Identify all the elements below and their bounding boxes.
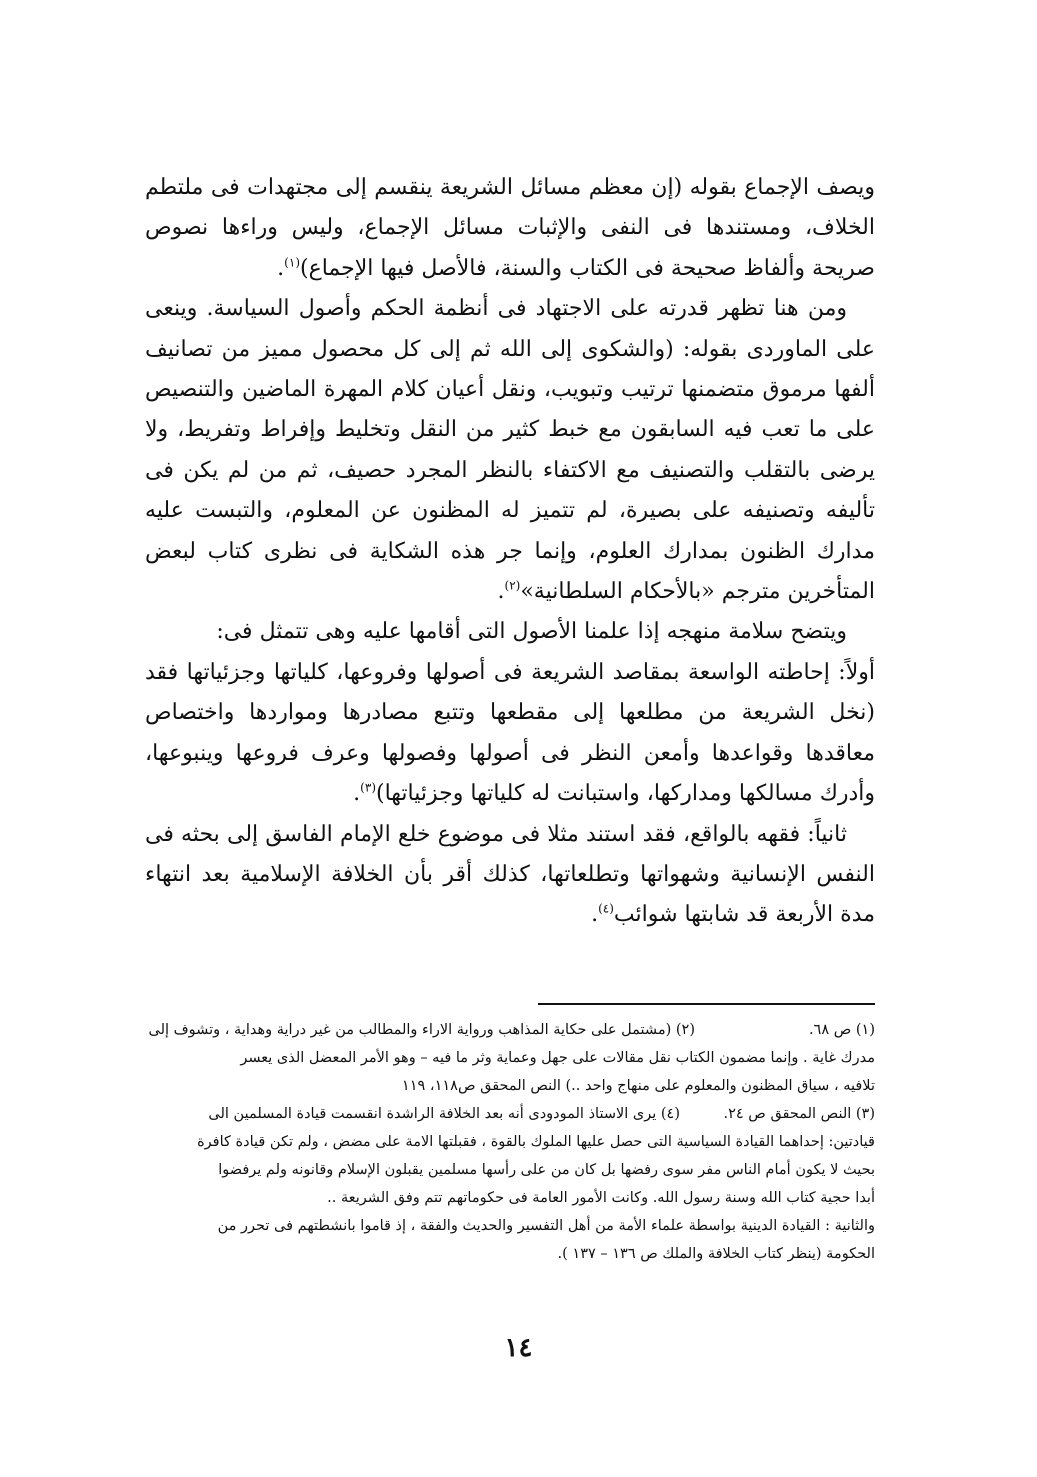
paragraph-text: أولاً: إحاطته الواسعة بمقاصد الشريعة فى أصولها وفروعها، كلياتها وجزئياتها فقد (نخل الشريعة من مطلعها إلى مقطعها وتتبع مصادرها ومواردها واختصاص معاقدها وقواعدها وأمعن النظر فى أصولها وفصولها وعرف فروعها وينبوعها، وأدرك مسالكها ومداركها، واستبانت له كلياتها وجزئياتها) — [145, 659, 875, 807]
paragraph-2: ومن هنا تظهر قدرته على الاجتهاد فى أنظمة الحكم وأصول السياسة. وينعى على الماوردى بقوله: (والشكوى إلى الله ثم إلى كل محصول مميز من تصانيف ألفها مرموق متضمنها ترتيب وتبويب، ونقل أعيان كلام المهرة الماضين والتنصيص على ما تعب فيه السابقون مع خبط كثير من النقل وتخليط وإفراط وتفريط، ولا يرضى بالتقلب والتصنيف مع الاكتفاء بالنظر المجرد حصيف، ثم من لم يكن فى تأليفه وتصنيفه على بصيرة، لم تتميز له المظنون عن المعلوم، والتبست عليه مدارك الظنون بمدارك العلوم، وإنما جر هذه الشكاية فى نظرى كتاب لبعض المتأخرين مترجم «بالأحكام السلطانية»$^{(٢)}$. — [145, 296, 875, 605]
footnote-line: أبدا حجية كتاب الله وسنة رسول الله. وكانت الأمور العامة فى حكوماتهم تتم وفق الشريعة .. — [327, 1190, 875, 1206]
paragraph-4: أولاً: إحاطته الواسعة بمقاصد الشريعة فى أصولها وفروعها، كلياتها وجزئياتها فقد (نخل الشريعة من مطلعها إلى مقطعها وتتبع مصادرها ومواردها واختصاص معاقدها وقواعدها وأمعن النظر فى أصولها وفصولها وعرف فروعها وينبوعها، وأدرك مسالكها ومداركها، واستبانت له كلياتها وجزئياتها)$^{(٣)}$. — [145, 659, 875, 807]
footnote-ref-2: (٢) — [504, 578, 521, 593]
footnote-line: مدرك غاية . وإنما مضمون الكتاب نقل مقالات على جهل وعماية وثر ما فيه – وهو الأمر المعضل الذى يعسر — [240, 1050, 875, 1066]
footnote-line: الحكومة (ينظر كتاب الخلافة والملك ص ١٣٦ – ١٣٧ ). — [557, 1246, 875, 1262]
footnote-line — [145, 1016, 875, 1044]
paragraph-text: ويتضح سلامة منهجه إذا علمنا الأصول التى أقامها عليه وهى تتمثل فى: — [216, 619, 847, 645]
footnote-4-start: (٤) يرى الاستاذ المودودى أنه بعد الخلافة الراشدة انقسمت قيادة المسلمين الى — [208, 1106, 680, 1122]
footnote-divider — [538, 1003, 875, 1005]
paragraph-3 — [145, 612, 875, 652]
footnote-ref-1: (١) — [284, 255, 300, 270]
paragraph-5: ثانياً: فقهه بالواقع، فقد استند مثلا فى موضوع خلع الإمام الفاسق إلى بحثه فى النفس الإنسانية وشهواتها وتطلعاتها، كذلك أقر بأن الخلافة الإسلامية بعد انتهاء مدة الأربعة قد شابتها شوائب$^{(٤)}$. — [145, 821, 875, 928]
paragraph-1: ويصف الإجماع بقوله (إن معظم مسائل الشريعة ينقسم إلى مجتهدات فى ملتطم الخلاف، ومستندها فى النفى والإثبات مسائل الإجماع، وليس وراءها نصوص صريحة وألفاظ صحيحة فى الكتاب والسنة، فالأصل فيها الإجماع)$^{(١)}$. — [145, 175, 875, 281]
footnote-line: والثانية : القيادة الدينية بواسطة علماء الأمة من أهل التفسير والحديث والفقة ، إذ قاموا بانشطتهم فى تحرر من — [217, 1218, 875, 1234]
paragraph-text: ثانياً: فقهه بالواقع، فقد استند مثلا فى موضوع خلع الإمام الفاسق إلى بحثه فى النفس الإنسانية وشهواتها وتطلعاتها، كذلك أقر بأن الخلافة الإسلامية بعد انتهاء مدة الأربعة قد شابتها شوائب — [145, 821, 875, 928]
footnote-ref-3: (٣) — [360, 780, 376, 795]
main-text — [145, 168, 875, 936]
footnote-line — [145, 1100, 875, 1128]
paragraph-text: ويصف الإجماع بقوله (إن معظم مسائل الشريعة ينقسم إلى مجتهدات فى ملتطم الخلاف، ومستندها فى النفى والإثبات مسائل الإجماع، وليس وراءها نصوص صريحة وألفاظ صحيحة فى الكتاب والسنة، فالأصل فيها الإجماع) — [145, 175, 875, 281]
footnote-2-start: (٢) (مشتمل على حكاية المذاهب ورواية الاراء والمطالب من غير دراية وهداية ، وتشوف إلى — [148, 1022, 695, 1038]
footnote-3: (٣) النص المحقق ص ٢٤. — [723, 1106, 875, 1122]
footnote-line: بحيث لا يكون أمام الناس مفر سوى رفضها بل كان من على رأسها مسلمين يقبلون الإسلام وقانونه ولم يرفضوا — [218, 1162, 875, 1178]
page-number: ١٤ — [504, 1333, 533, 1363]
footnote-1: (١) ص ٦٨. — [808, 1022, 875, 1038]
footnotes — [145, 1016, 875, 1268]
footnote-line: تلافيه ، سياق المظنون والمعلوم على منهاج واحد ..) النص المحقق ص١١٨، ١١٩ — [401, 1078, 875, 1094]
footnote-line: قيادتين: إحداهما القيادة السياسية التى حصل عليها الملوك بالقوة ، فقبلتها الامة على مضض ، ولم تكن قيادة كافرة — [197, 1134, 875, 1150]
footnote-ref-4: (٤) — [598, 901, 614, 916]
paragraph-text: ومن هنا تظهر قدرته على الاجتهاد فى أنظمة الحكم وأصول السياسة. وينعى على الماوردى بقوله: (والشكوى إلى الله ثم إلى كل محصول مميز من تصانيف ألفها مرموق متضمنها ترتيب وتبويب، ونقل أعيان كلام المهرة الماضين والتنصيص على ما تعب فيه السابقون مع خبط كثير من النقل وتخليط وإفراط وتفريط، ولا يرضى بالتقلب والتصنيف مع الاكتفاء بالنظر المجرد حصيف، ثم من لم يكن فى تأليفه وتصنيفه على بصيرة، لم تتميز له المظنون عن المعلوم، والتبست عليه مدارك الظنون بمدارك العلوم، وإنما جر هذه الشكاية فى نظرى كتاب لبعض المتأخرين مترجم «بالأحكام السلطانية» — [145, 296, 875, 605]
